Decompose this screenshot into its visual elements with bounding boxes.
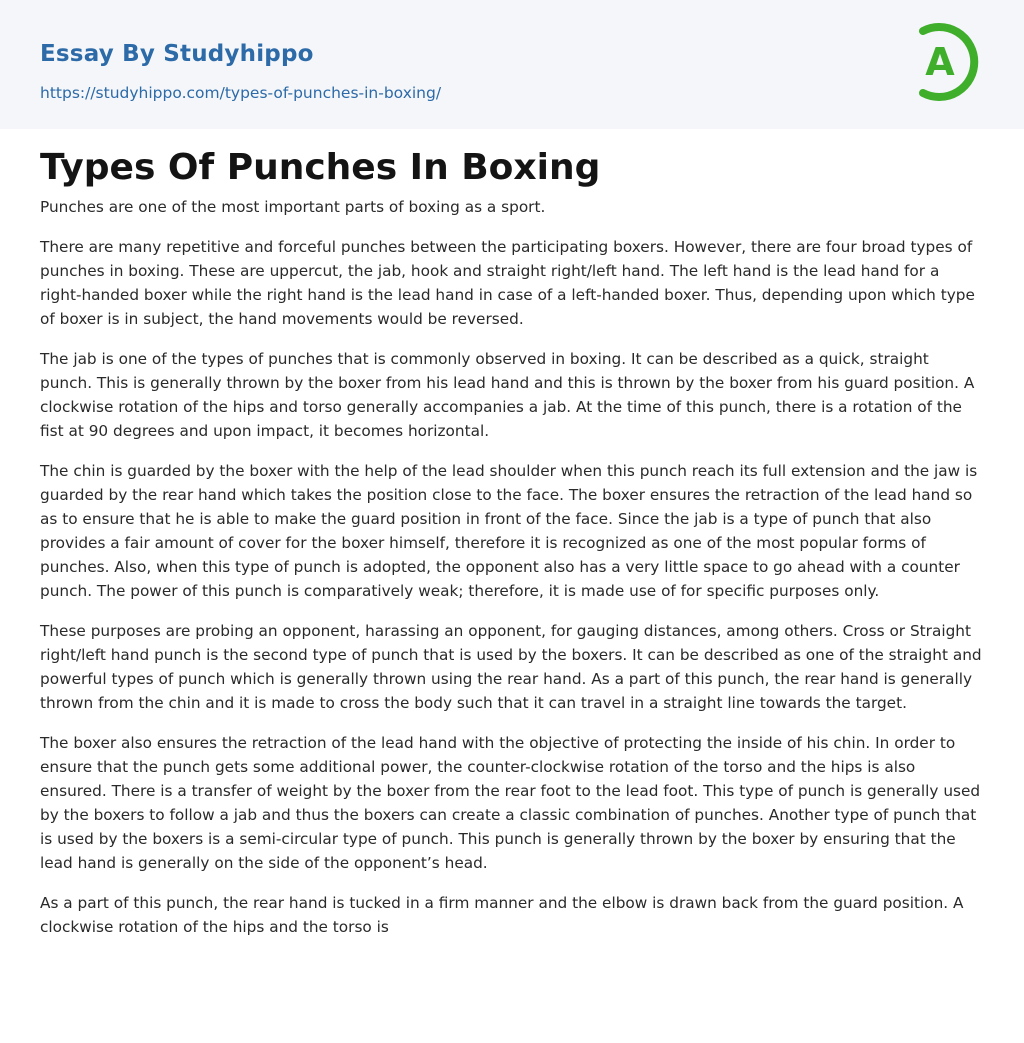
- logo-letter: A: [925, 40, 955, 84]
- article-paragraph: Punches are one of the most important parts of boxing as a sport.: [40, 198, 546, 216]
- article-paragraph: These purposes are probing an opponent, harassing an opponent, for gauging distances, among others. Cross or Straight right/left hand punch is the second type of punch that is used by the boxers. It can be described as one of the straight and powerful types of punch which is generally thrown using the rear hand. As a part of this punch, the rear hand is generally thrown from the chin and it is made to cross the body such that it can travel in a straight line towards the target.: [40, 622, 982, 712]
- article-paragraph: The chin is guarded by the boxer with the help of the lead shoulder when this punch reach its full extension and the jaw is guarded by the rear hand which takes the position close to the face. The boxer ensures the retraction of the lead hand so as to ensure that he is able to make the guard position in front of the face. Since the jab is a type of punch that also provides a fair amount of cover for the boxer himself, therefore it is recognized as one of the most popular forms of punches. Also, when this type of punch is adopted, the opponent also has a very little space to go ahead with a counter punch. The power of this punch is comparatively weak; therefore, it is made use of for specific purposes only.: [40, 462, 978, 600]
- article-body: [40, 195, 984, 955]
- article-paragraph: The jab is one of the types of punches that is commonly observed in boxing. It can be described as a quick, straight punch. This is generally thrown by the boxer from his lead hand and this is thrown by the boxer from his guard position. A clockwise rotation of the hips and torso generally accompanies a jab. At the time of this punch, there is a rotation of the fist at 90 degrees and upon impact, it becomes horizontal.: [40, 350, 975, 440]
- article-title: Types Of Punches In Boxing: [40, 147, 601, 188]
- site-brand[interactable]: Essay By Studyhippo: [40, 41, 314, 67]
- source-url-link[interactable]: https://studyhippo.com/types-of-punches-in-boxing/: [40, 84, 442, 102]
- article-paragraph: There are many repetitive and forceful punches between the participating boxers. However, there are four broad types of punches in boxing. These are uppercut, the jab, hook and straight right/left hand. The left hand is the lead hand for a right-handed boxer while the right hand is the lead hand in case of a left-handed boxer. Thus, depending upon which type of boxer is in subject, the hand movements would be reversed.: [40, 238, 975, 328]
- studyhippo-logo-icon[interactable]: [912, 18, 988, 106]
- article-paragraph: As a part of this punch, the rear hand is tucked in a firm manner and the elbow is drawn back from the guard position. A clockwise rotation of the hips and the torso is: [40, 894, 964, 936]
- article-paragraph: The boxer also ensures the retraction of the lead hand with the objective of protecting the inside of his chin. In order to ensure that the punch gets some additional power, the counter-clockwise rotation of the torso and the hips is also ensured. There is a transfer of weight by the boxer from the rear foot to the lead foot. This type of punch is generally used by the boxers to follow a jab and thus the boxers can create a classic combination of punches. Another type of punch that is used by the boxers is a semi-circular type of punch. This punch is generally thrown by the boxer by ensuring that the lead hand is generally on the side of the opponent’s head.: [40, 734, 981, 872]
